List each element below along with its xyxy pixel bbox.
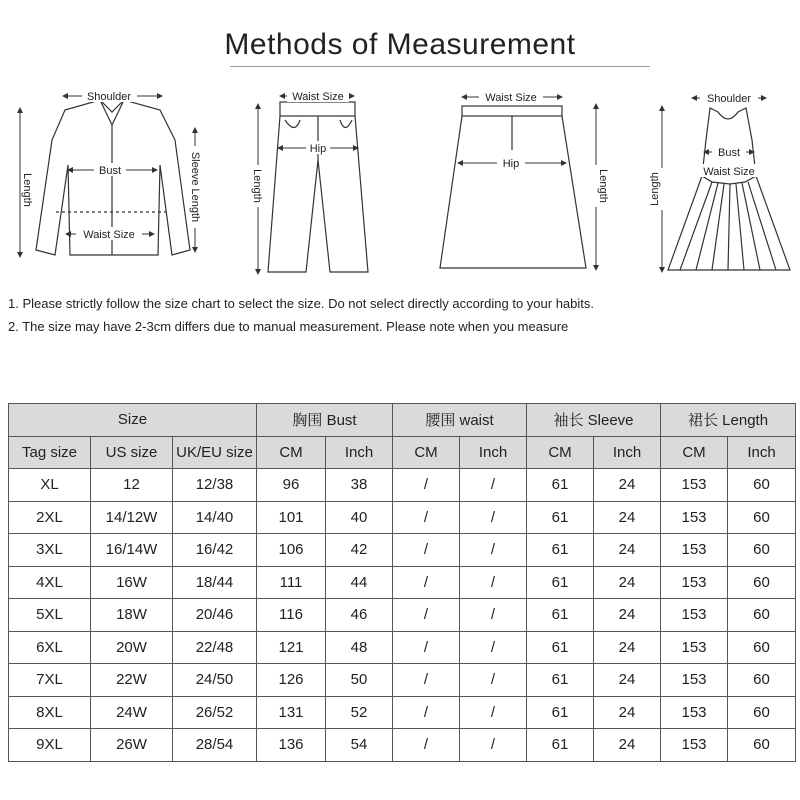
table-cell: 96	[257, 469, 326, 502]
table-cell: 14/12W	[91, 501, 173, 534]
column-header: CM	[257, 436, 326, 469]
group-header-row	[9, 404, 796, 437]
size-notes	[8, 292, 594, 338]
pants-diagram	[268, 102, 368, 272]
table-row	[9, 469, 796, 502]
table-cell: 46	[326, 599, 393, 632]
table-row	[9, 631, 796, 664]
table-cell: 60	[728, 534, 796, 567]
table-cell: 153	[661, 696, 728, 729]
table-cell: 26/52	[173, 696, 257, 729]
table-cell: 24W	[91, 696, 173, 729]
table-cell: 153	[661, 469, 728, 502]
table-cell: 18/44	[173, 566, 257, 599]
table-cell: 48	[326, 631, 393, 664]
shirt-sleeve-label: Sleeve Length	[189, 151, 201, 223]
skirt-diagram	[440, 106, 586, 268]
title-divider	[230, 66, 650, 67]
table-cell: 16W	[91, 566, 173, 599]
table-cell: 60	[728, 501, 796, 534]
table-cell: /	[393, 599, 460, 632]
bust-group-header: 胸围 Bust	[257, 404, 393, 437]
page-title: Methods of Measurement	[224, 28, 576, 61]
table-cell: 22W	[91, 664, 173, 697]
note-1: 1. Please strictly follow the size chart to select the size. Do not select directly according to your habits.	[8, 296, 594, 311]
dress-length-label: Length	[649, 172, 661, 206]
column-header: Tag size	[9, 436, 91, 469]
table-cell: 8XL	[9, 696, 91, 729]
table-cell: 60	[728, 599, 796, 632]
table-cell: 3XL	[9, 534, 91, 567]
table-cell: 16/42	[173, 534, 257, 567]
table-cell: 20/46	[173, 599, 257, 632]
pants-length-label: Length	[251, 169, 263, 203]
table-cell: 6XL	[9, 631, 91, 664]
table-cell: 153	[661, 631, 728, 664]
table-cell: /	[393, 696, 460, 729]
table-cell: 61	[527, 469, 594, 502]
dress-waist-label: Waist Size	[703, 166, 755, 178]
table-cell: 60	[728, 696, 796, 729]
table-cell: 60	[728, 631, 796, 664]
table-cell: 28/54	[173, 729, 257, 762]
table-cell: 4XL	[9, 566, 91, 599]
table-cell: 111	[257, 566, 326, 599]
table-cell: 7XL	[9, 664, 91, 697]
skirt-annotations	[460, 90, 609, 268]
table-cell: 52	[326, 696, 393, 729]
table-cell: 61	[527, 566, 594, 599]
table-cell: /	[460, 696, 527, 729]
table-cell: 16/14W	[91, 534, 173, 567]
dress-diagram	[668, 108, 790, 270]
table-cell: 40	[326, 501, 393, 534]
table-row	[9, 696, 796, 729]
table-cell: 12	[91, 469, 173, 502]
table-cell: 153	[661, 729, 728, 762]
table-row	[9, 599, 796, 632]
table-cell: /	[393, 534, 460, 567]
table-cell: 24/50	[173, 664, 257, 697]
table-cell: 54	[326, 729, 393, 762]
table-cell: 153	[661, 566, 728, 599]
table-cell: 60	[728, 664, 796, 697]
skirt-length-label: Length	[597, 169, 609, 203]
waist-group-header: 腰围 waist	[393, 404, 527, 437]
column-header: Inch	[594, 436, 661, 469]
table-cell: 153	[661, 534, 728, 567]
table-cell: 61	[527, 501, 594, 534]
table-cell: 24	[594, 631, 661, 664]
skirt-hip-label: Hip	[502, 158, 520, 170]
table-cell: 12/38	[173, 469, 257, 502]
table-cell: 24	[594, 469, 661, 502]
table-cell: 24	[594, 729, 661, 762]
table-cell: /	[460, 664, 527, 697]
table-cell: 61	[527, 696, 594, 729]
table-cell: 153	[661, 599, 728, 632]
dress-bust-label: Bust	[717, 147, 741, 159]
column-header: Inch	[728, 436, 796, 469]
size-group-header: Size	[9, 404, 257, 437]
column-header: CM	[393, 436, 460, 469]
table-cell: 42	[326, 534, 393, 567]
table-cell: 14/40	[173, 501, 257, 534]
table-cell: 126	[257, 664, 326, 697]
column-header: CM	[527, 436, 594, 469]
table-cell: /	[393, 501, 460, 534]
table-cell: 131	[257, 696, 326, 729]
table-row	[9, 729, 796, 762]
table-row	[9, 566, 796, 599]
size-chart-table	[8, 403, 796, 762]
table-cell: 60	[728, 566, 796, 599]
table-cell: 5XL	[9, 599, 91, 632]
table-cell: 38	[326, 469, 393, 502]
table-cell: 24	[594, 501, 661, 534]
shirt-waist-label: Waist Size	[83, 229, 135, 241]
table-cell: /	[393, 729, 460, 762]
table-cell: 106	[257, 534, 326, 567]
table-cell: 26W	[91, 729, 173, 762]
table-cell: 20W	[91, 631, 173, 664]
table-cell: 9XL	[9, 729, 91, 762]
column-header: Inch	[460, 436, 527, 469]
table-cell: 24	[594, 696, 661, 729]
table-cell: /	[393, 566, 460, 599]
shirt-shoulder-label: Shoulder	[86, 91, 132, 103]
column-header: Inch	[326, 436, 393, 469]
table-cell: /	[393, 631, 460, 664]
table-cell: 153	[661, 501, 728, 534]
table-cell: 121	[257, 631, 326, 664]
table-cell: /	[460, 729, 527, 762]
table-cell: 2XL	[9, 501, 91, 534]
table-row	[9, 501, 796, 534]
table-cell: 136	[257, 729, 326, 762]
table-cell: 153	[661, 664, 728, 697]
table-cell: /	[393, 469, 460, 502]
table-cell: 24	[594, 599, 661, 632]
column-header: CM	[661, 436, 728, 469]
table-cell: /	[460, 566, 527, 599]
table-cell: 101	[257, 501, 326, 534]
table-cell: 61	[527, 729, 594, 762]
table-cell: /	[460, 501, 527, 534]
table-cell: 61	[527, 631, 594, 664]
sub-header-row	[9, 436, 796, 469]
pants-waist-label: Waist Size	[292, 91, 344, 103]
table-cell: 22/48	[173, 631, 257, 664]
table-cell: 44	[326, 566, 393, 599]
length-group-header: 裙长 Length	[661, 404, 796, 437]
table-cell: 60	[728, 469, 796, 502]
table-cell: 50	[326, 664, 393, 697]
table-cell: 61	[527, 599, 594, 632]
pants-hip-label: Hip	[309, 143, 327, 155]
shirt-length-label: Length	[21, 173, 33, 207]
table-cell: 116	[257, 599, 326, 632]
column-header: US size	[91, 436, 173, 469]
table-cell: 18W	[91, 599, 173, 632]
shirt-bust-label: Bust	[98, 165, 122, 177]
size-rows	[9, 469, 796, 762]
table-cell: 61	[527, 534, 594, 567]
table-cell: 24	[594, 664, 661, 697]
table-cell: 61	[527, 664, 594, 697]
skirt-waist-label: Waist Size	[485, 92, 537, 104]
note-2: 2. The size may have 2-3cm differs due to manual measurement. Please note when you measure	[8, 319, 569, 334]
table-cell: 60	[728, 729, 796, 762]
table-cell: /	[460, 534, 527, 567]
table-cell: 24	[594, 566, 661, 599]
column-header: UK/EU size	[173, 436, 257, 469]
table-cell: /	[460, 631, 527, 664]
sleeve-group-header: 袖长 Sleeve	[527, 404, 661, 437]
table-row	[9, 664, 796, 697]
table-cell: /	[460, 469, 527, 502]
table-cell: XL	[9, 469, 91, 502]
table-cell: 24	[594, 534, 661, 567]
table-cell: /	[460, 599, 527, 632]
table-cell: /	[393, 664, 460, 697]
measurement-diagrams	[0, 80, 800, 290]
dress-shoulder-label: Shoulder	[706, 93, 752, 105]
table-row	[9, 534, 796, 567]
